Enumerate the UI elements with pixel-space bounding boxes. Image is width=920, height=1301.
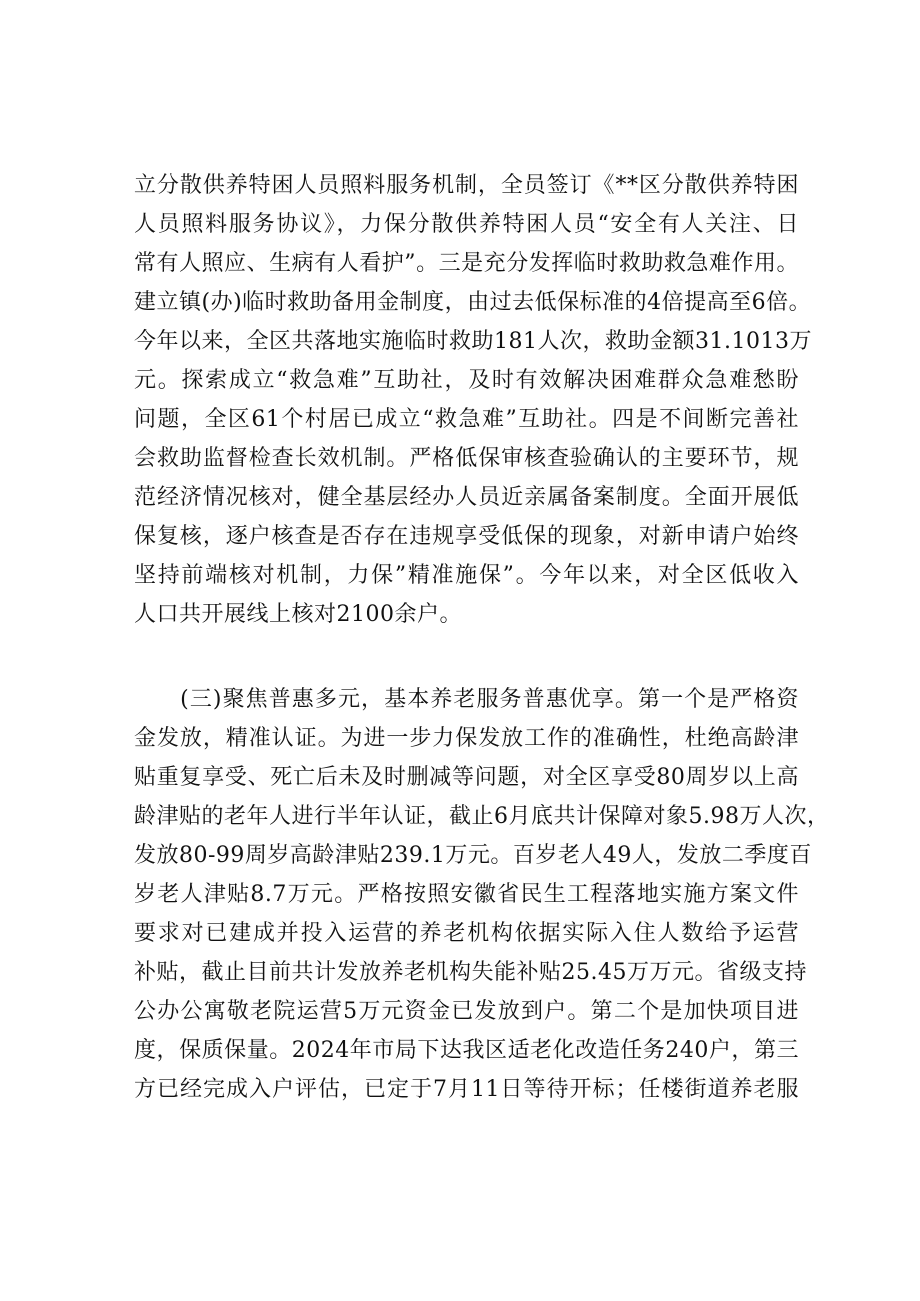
text-line: 贴重复享受、死亡后未及时删减等问题，对全区享受80周岁以上高 [134, 765, 799, 790]
text-line: 坚持前端核对机制，力保”精准施保”。今年以来，对全区低收入 [134, 563, 799, 588]
text-line: 发放80-99周岁高龄津贴239.1万元。百岁老人49人，发放二季度百 [134, 843, 812, 868]
text-line: 常有人照应、生病有人看护”。三是充分发挥临时救助救急难作用。 [134, 251, 799, 276]
text-line: 问题，全区61个村居已成立“救急难”互助社。四是不间断完善社 [134, 407, 799, 432]
text-line: 金发放，精准认证。为进一步力保发放工作的准确性，杜绝高龄津 [134, 726, 799, 751]
text-line: (三)聚焦普惠多元，基本养老服务普惠优享。第一个是严格资 [134, 687, 799, 712]
text-line: 龄津贴的老年人进行半年认证，截止6月底共计保障对象5.98万人次， [134, 804, 830, 829]
text-line: 公办公寓敬老院运营5万元资金已发放到户。第二个是加快项目进 [134, 999, 799, 1024]
text-line: 方已经完成入户评估，已定于7月11日等待开标；任楼街道养老服 [134, 1077, 799, 1102]
text-line: 人口共开展线上核对2100余户。 [134, 602, 462, 627]
text-line: 今年以来，全区共落地实施临时救助181人次，救助金额31.1013万 [134, 329, 812, 354]
text-line: 建立镇(办)临时救助备用金制度，由过去低保标准的4倍提高至6倍。 [134, 290, 812, 315]
text-line: 补贴，截止目前共计发放养老机构失能补贴25.45万万元。省级支持 [134, 960, 807, 985]
paragraph-social-assistance [134, 166, 812, 634]
text-line: 人员照料服务协议》，力保分散供养特困人员“安全有人关注、日 [134, 212, 799, 237]
text-line: 元。探索成立“救急难”互助社，及时有效解决困难群众急难愁盼 [134, 368, 799, 393]
text-line: 范经济情况核对，健全基层经办人员近亲属备案制度。全面开展低 [134, 485, 799, 510]
text-line: 会救助监督检查长效机制。严格低保审核查验确认的主要环节，规 [134, 446, 799, 471]
text-line: 立分散供养特困人员照料服务机制，全员签订《**区分散供养特困 [134, 173, 799, 198]
text-line: 岁老人津贴8.7万元。严格按照安徽省民生工程落地实施方案文件 [134, 882, 799, 907]
text-line: 要求对已建成并投入运营的养老机构依据实际入住人数给予运营 [134, 921, 799, 946]
paragraph-elderly-services [134, 680, 830, 1109]
text-line: 保复核，逐户核查是否存在违规享受低保的现象，对新申请户始终 [134, 524, 799, 549]
text-line: 度，保质保量。2024年市局下达我区适老化改造任务240户，第三 [134, 1038, 799, 1063]
